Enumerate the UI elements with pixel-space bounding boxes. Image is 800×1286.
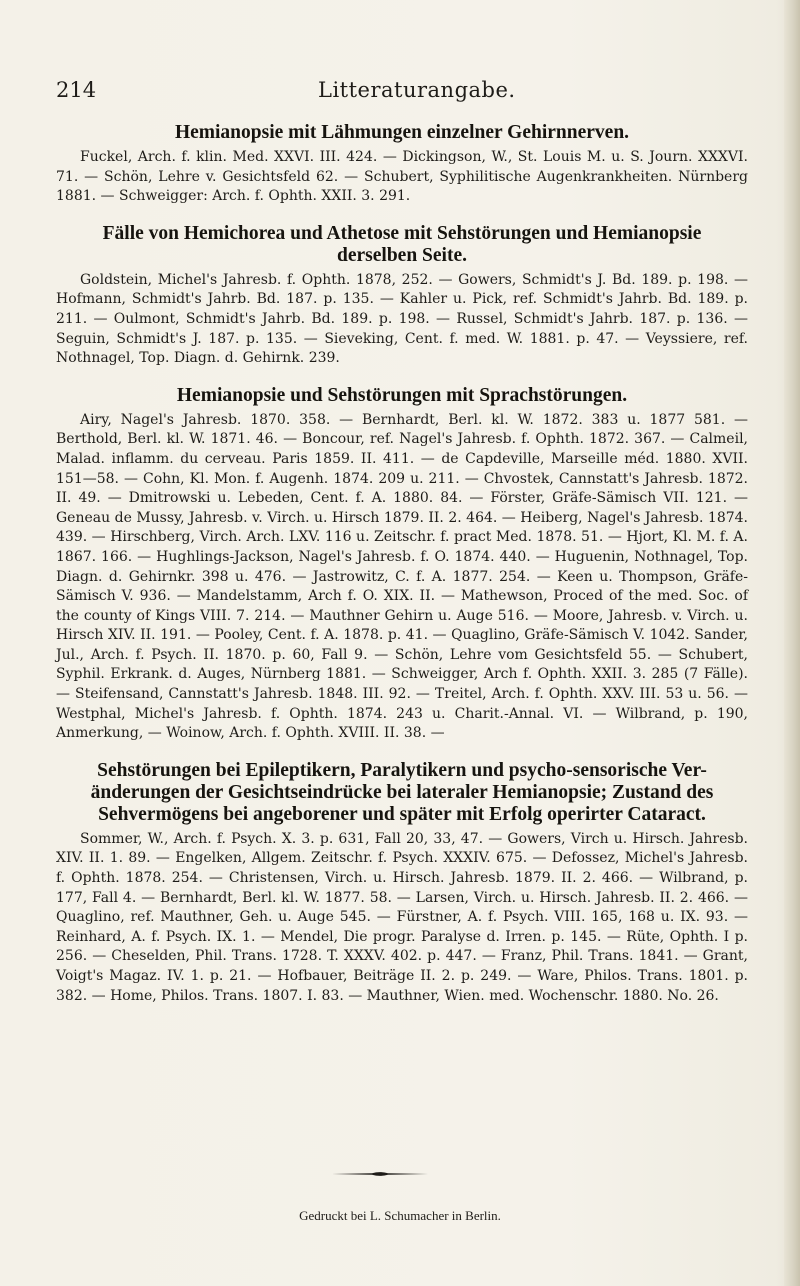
section-hemichorea-athetose (56, 223, 748, 369)
running-title: Litteraturangabe. (318, 78, 516, 102)
section-sprachstoerungen (56, 385, 748, 744)
page-number: 214 (56, 78, 97, 102)
heading-line: Fälle von Hemichorea und Athetose mit Sehstörungen und Hemianopsie (102, 222, 702, 244)
heading-line: Hemianopsie mit Lähmungen einzelner Gehirnnerven. (174, 122, 630, 143)
running-header (56, 78, 736, 114)
ornamental-divider (332, 1171, 428, 1177)
section-heading (56, 122, 748, 144)
section-heading (56, 385, 748, 407)
page-edge-shadow (784, 0, 800, 1286)
heading-line: Sehstörungen bei Epileptikern, Paralytikern und psycho-sensorische Ver- (97, 759, 707, 781)
reference-paragraph: Fuckel, Arch. f. klin. Med. XXVI. III. 424. — Dickingson, W., St. Louis M. u. S. Journ. XXXVI. 71. — Schön, Lehre v. Gesichtsfeld 62. — Schubert, Syphilitische Augenkrankheiten. Nürnberg 1881. — Schweigger: Arch. f. Ophth. XXII. 3. 291. (56, 149, 748, 205)
reference-paragraph: Goldstein, Michel's Jahresb. f. Ophth. 1878, 252. — Gowers, Schmidt's J. Bd. 189. p. 198. — Hofmann, Schmidt's Jahrb. Bd. 187. p. 135. — Kahler u. Pick, ref. Schmidt's Jahrb. Bd. 189. p. 211. — Oulmont, Schmidt's Jahrb. Bd. 189. p. 198. — Russel, Schmidt's Jahrb. 187. p. 136. — Seguin, Schmidt's J. 187. p. 135. — Sieveking, Cent. f. med. W. 1881. p. 47. — Veyssiere, ref. Nothnagel, Top. Diagn. d. Gehirnk. 239. (56, 271, 748, 367)
heading-line: Sehvermögens bei angeborener und später mit Erfolg operirter Cataract. (98, 803, 706, 825)
heading-line: änderungen der Gesichtseindrücke bei lateraler Hemianopsie; Zustand des (90, 781, 714, 803)
section-heading (56, 760, 748, 826)
reference-paragraph: Sommer, W., Arch. f. Psych. X. 3. p. 631, Fall 20, 33, 47. — Gowers, Virch u. Hirsch. Jahresb. XIV. II. 1. 89. — Engelken, Allgem. Zeitschr. f. Psych. XXXIV. 675. — Defossez, Michel's Jahresb. f. Ophth. 1878. 254. — Christensen, Virch. u. Hirsch. Jahresb. 1879. II. 2. 466. — Wilbrand, p. 177, Fall 4. — Bernhardt, Berl. kl. W. 1877. 58. — Larsen, Virch. u. Hirsch. Jahresb. II. 2. 466. — Quaglino, ref. Mauthner, Geh. u. Auge 545. — Fürstner, A. f. Psych. VIII. 165, 168 u. IX. 93. — Reinhard, A. f. Psych. IX. 1. — Mendel, Die progr. Paralyse d. Irren. p. 145. — Rüte, Ophth. I p. 256. — Cheselden, Phil. Trans. 1728. T. XXXV. 402. p. 447. — Franz, Phil. Trans. 1841. — Grant, Voigt's Magaz. IV. 1. p. 21. — Hofbauer, Beiträge II. 2. p. 249. — Ware, Philos. Trans. 1801. p. 382. — Home, Philos. Trans. 1807. I. 83. — Mauthner, Wien. med. Wochenschr. 1880. No. 26. (56, 830, 748, 1004)
section-hemianopsie-gehirnnerven (56, 122, 748, 207)
bibliography-content (56, 122, 748, 1022)
section-heading (56, 223, 748, 267)
heading-line: derselben Seite. (337, 244, 467, 266)
reference-paragraph: Airy, Nagel's Jahresb. 1870. 358. — Bernhardt, Berl. kl. W. 1872. 383 u. 1877 581. — Berthold, Berl. kl. W. 1871. 46. — Boncour, ref. Nagel's Jahresb. f. Ophth. 1872. 367. — Calmeil, Malad. inflamm. du cerveau. Paris 1859. II. 411. — de Capdeville, Marseille méd. 1880. XVII. 151—58. — Cohn, Kl. Mon. f. Augenh. 1874. 209 u. 211. — Chvostek, Cannstatt's Jahresb. 1872. II. 49. — Dmitrowski u. Lebeden, Cent. f. A. 1880. 84. — Förster, Gräfe-Sämisch VII. 121. — Geneau de Mussy, Jahresb. v. Virch. u. Hirsch 1879. II. 2. 464. — Heiberg, Nagel's Jahresb. 1874. 439. — Hirschberg, Virch. Arch. LXV. 116 u. Zeitschr. f. pract Med. 1878. 51. — Hjort, Kl. M. f. A. 1867. 166. — Hughlings-Jackson, Nagel's Jahresb. f. O. 1874. 440. — Huguenin, Nothnagel, Top. Diagn. d. Gehirnkr. 398 u. 476. — Jastrowitz, C. f. A. 1877. 254. — Keen u. Thompson, Gräfe-Sämisch V. 936. — Mandelstamm, Arch f. O. XIX. II. — Mathewson, Proced of the med. Soc. of the county of Kings VIII. 7. 214. — Mauthner Gehirn u. Auge 516. — Moore, Jahresb. v. Virch. u. Hirsch XIV. II. 191. — Pooley, Cent. f. A. 1878. p. 41. — Quaglino, Gräfe-Sämisch V. 1042. Sander, Jul., Arch. f. Psych. II. 1870. p. 60, Fall 9. — Schön, Lehre vom Gesichtsfeld 55. — Schubert, Syphil. Erkrank. d. Auges, Nürnberg 1881. — Schweigger, Arch f. Ophth. XXII. 3. 285 (7 Fälle). — Steifensand, Cannstatt's Jahresb. 1848. III. 92. — Treitel, Arch. f. Ophth. XXV. III. 53 u. 56. — Westphal, Michel's Jahresb. f. Ophth. 1874. 243 u. Charit.-Annal. VI. — Wilbrand, p. 190, Anmerkung, — Woinow, Arch. f. Ophth. XVIII. II. 38. — (56, 411, 748, 742)
heading-line: Hemianopsie und Sehstörungen mit Sprachstörungen. (176, 384, 628, 406)
printer-imprint: Gedruckt bei L. Schumacher in Berlin. (299, 1208, 501, 1223)
section-epileptiker-cataract (56, 760, 748, 1006)
